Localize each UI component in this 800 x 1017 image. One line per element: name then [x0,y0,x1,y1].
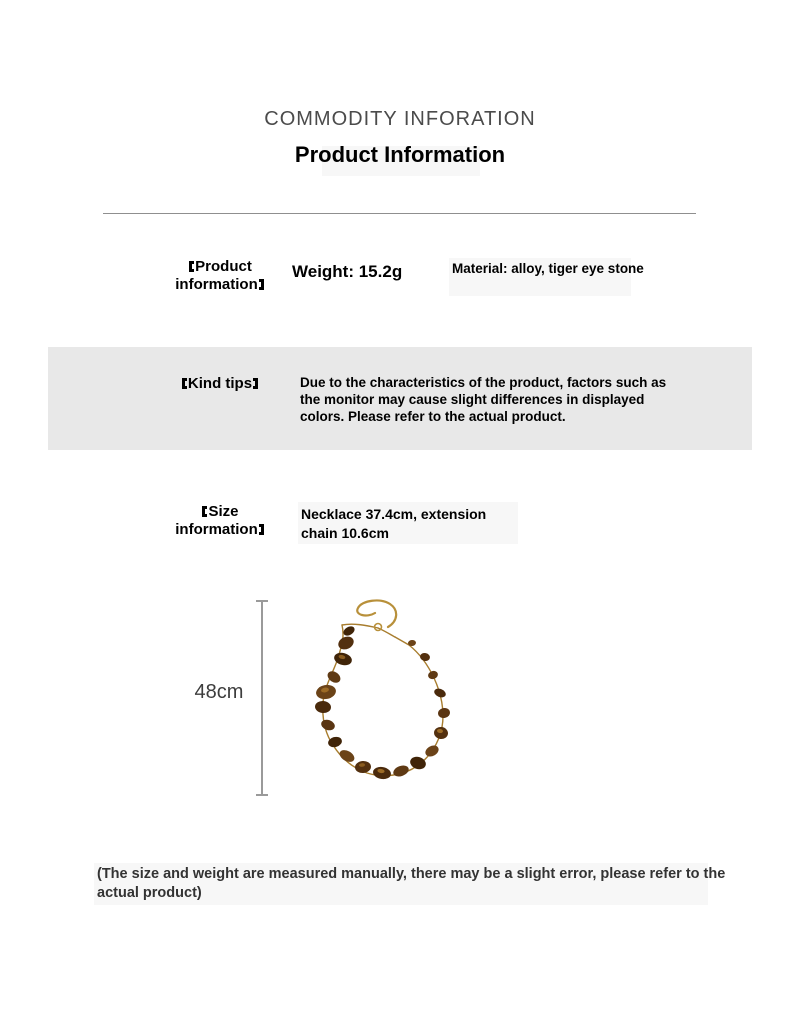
dimension-label: 48cm [194,681,244,703]
dimension-line-bottom-cap [256,794,268,796]
lenticular-bracket-open [202,506,207,517]
size-value: Necklace 37.4cm, extension chain 10.6cm [301,506,487,541]
necklace-product-image [295,593,495,793]
dimension-line [261,601,263,795]
stone-chips [315,625,451,781]
kind-tips-label [163,375,277,393]
weight-value: Weight: 15.2g [292,262,403,281]
product-information-label-text: Product information [175,258,258,293]
lenticular-bracket-close [253,378,258,389]
page-title: Product Information [294,142,506,167]
section-eyebrow: COMMODITY INFORATION [264,108,536,130]
size-information-label-text: Size information [175,503,258,538]
measurement-disclaimer: (The size and weight are measured manually, there may be a slight error, please refer to the actual product) [97,866,726,901]
lenticular-bracket-open [182,378,187,389]
lenticular-bracket-close [259,524,264,535]
material-value: Material: alloy, tiger eye stone [452,261,644,276]
kind-tips-label-text: Kind tips [187,375,253,392]
lenticular-bracket-close [259,279,264,290]
product-information-label [163,258,277,294]
horizontal-divider [103,213,696,214]
kind-tips-text: Due to the characteristics of the product, factors such as the monitor may cause slight differences in displayed colors. Please refer to the actual product. [300,375,667,424]
size-information-label [163,503,277,539]
lenticular-bracket-open [189,261,194,272]
